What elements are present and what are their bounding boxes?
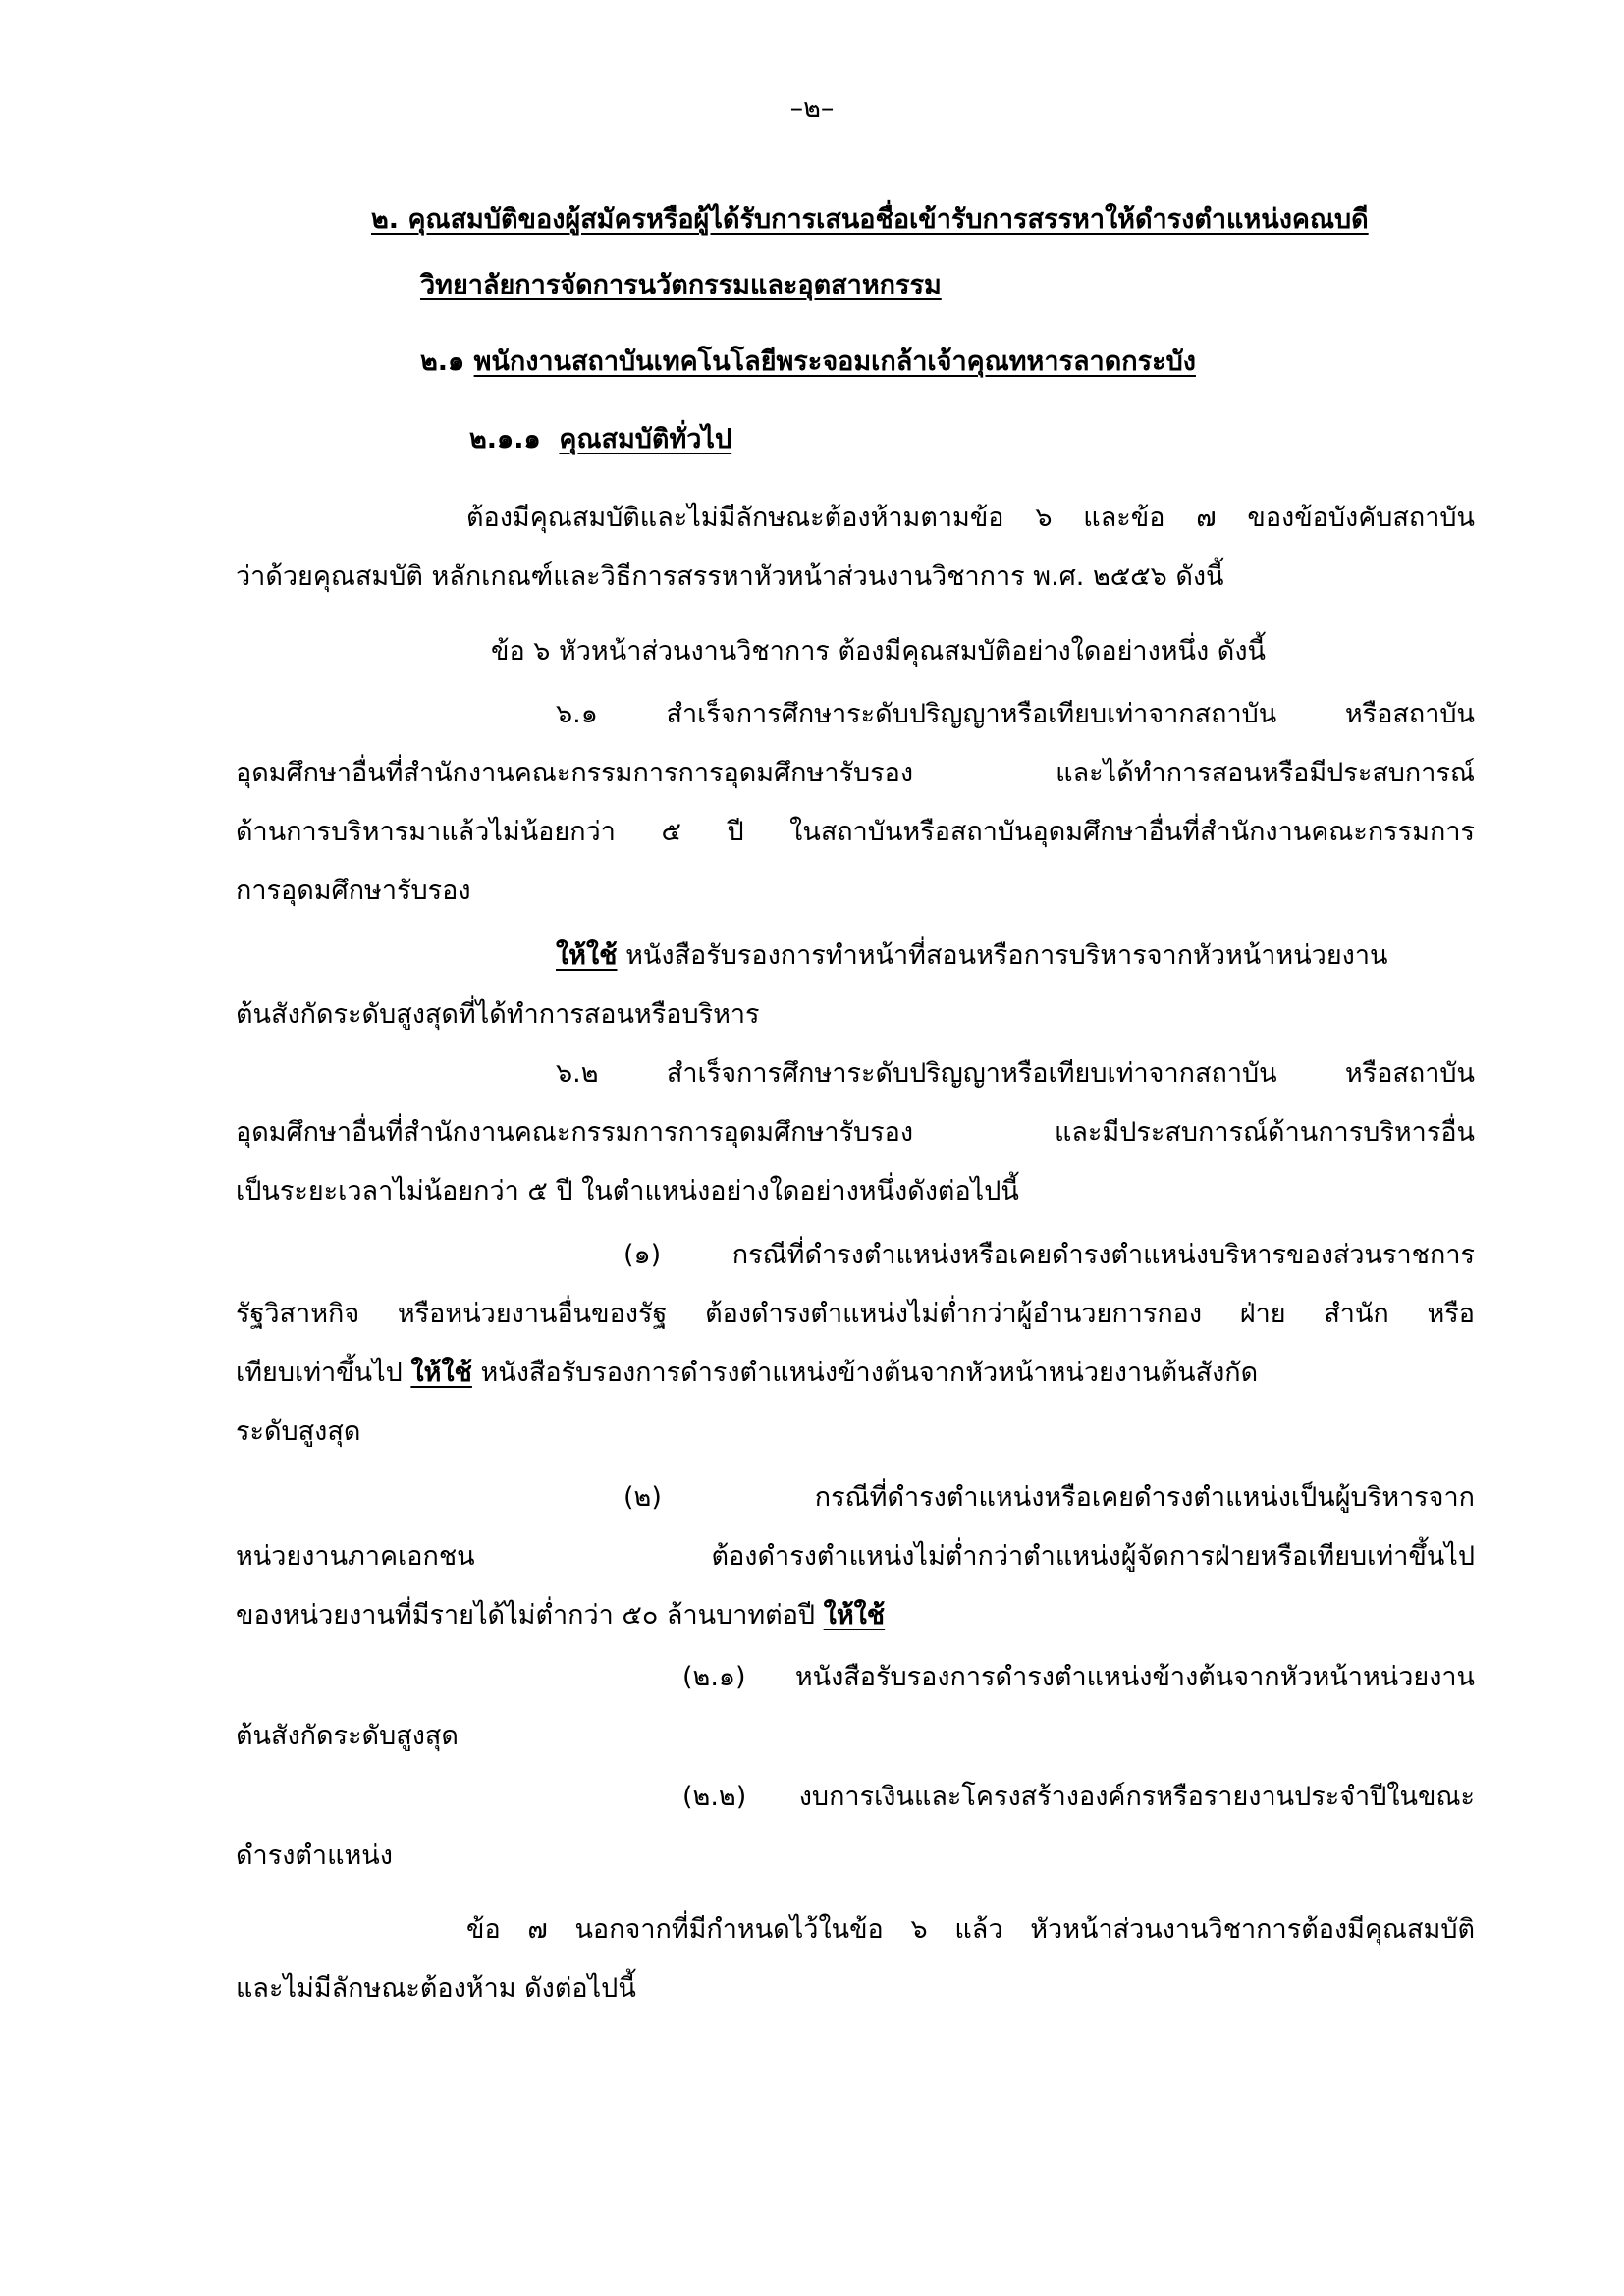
- use-label-sub-2: ให้ใช้: [823, 1600, 886, 1630]
- item-2-2-line-1: (๒.๒) งบการเงินและโครงสร้างองค์กรหรือรายงานประจำปีในขณะ: [682, 1782, 1475, 1812]
- item-6-2-line-1: ๖.๒ สำเร็จการศึกษาระดับปริญญาหรือเทียบเท่าจากสถาบัน หรือสถาบัน: [556, 1058, 1475, 1089]
- sub-2-line-3: [236, 1600, 885, 1631]
- page-number: –๒–: [789, 93, 835, 124]
- use-label-6-1: ให้ใช้: [556, 940, 618, 971]
- item-6-1-use-line-2: ต้นสังกัดระดับสูงสุดที่ได้ทำการสอนหรือบริหาร: [236, 999, 760, 1030]
- item-6-1-line-4: การอุดมศึกษารับรอง: [236, 876, 471, 906]
- clause-7-line-2: และไม่มีลักษณะต้องห้าม ดังต่อไปนี้: [236, 1973, 636, 2003]
- item-2-1-line-2: ต้นสังกัดระดับสูงสุด: [236, 1721, 459, 1751]
- sub-1-line-4: ระดับสูงสุด: [236, 1416, 361, 1447]
- sub-2-line-1: (๒) กรณีที่ดำรงตำแหน่งหรือเคยดำรงตำแหน่งเป็นผู้บริหารจาก: [623, 1482, 1475, 1513]
- section-2-1-number: ๒.๑: [420, 347, 465, 377]
- section-2-1-title: พนักงานสถาบันเทคโนโลยีพระจอมเกล้าเจ้าคุณทหารลาดกระบัง: [473, 347, 1196, 377]
- section-2-1-heading: [420, 347, 1196, 378]
- sub-1-line-3-pre: เทียบเท่าขึ้นไป: [236, 1358, 411, 1388]
- item-2-2-line-2: ดำรงตำแหน่ง: [236, 1841, 393, 1871]
- section-2-heading-text: ๒. คุณสมบัติของผู้สมัครหรือผู้ได้รับการเสนอชื่อเข้ารับการสรรหาให้ดำรงตำแหน่งคณบดี: [371, 204, 1369, 235]
- item-6-1-line-3: ด้านการบริหารมาแล้วไม่น้อยกว่า ๕ ปี ในสถาบันหรือสถาบันอุดมศึกษาอื่นที่สำนักงานคณะกรรมการ: [236, 817, 1475, 847]
- section-2-1-1-heading: [469, 424, 731, 455]
- clause-7-line-1: ข้อ ๗ นอกจากที่มีกำหนดไว้ในข้อ ๖ แล้ว หัวหน้าส่วนงานวิชาการต้องมีคุณสมบัติ: [466, 1914, 1475, 1945]
- section-2-heading-line-2: วิทยาลัยการจัดการนวัตกรรมและอุตสาหกรรม: [420, 270, 942, 300]
- section-2-1-1-number: ๒.๑.๑: [469, 424, 541, 454]
- sub-1-line-3: [236, 1358, 1258, 1389]
- section-2-1-1-title: คุณสมบัติทั่วไป: [559, 424, 732, 454]
- sub-2-line-2: หน่วยงานภาคเอกชน ต้องดำรงตำแหน่งไม่ต่ำกว่าตำแหน่งผู้จัดการฝ่ายหรือเทียบเท่าขึ้นไป: [236, 1541, 1475, 1572]
- item-6-1-line-1: ๖.๑ สำเร็จการศึกษาระดับปริญญาหรือเทียบเท่าจากสถาบัน หรือสถาบัน: [556, 699, 1475, 729]
- item-6-1-use-line: [556, 940, 1387, 972]
- item-6-1-line-2: อุดมศึกษาอื่นที่สำนักงานคณะกรรมการการอุดมศึกษารับรอง และได้ทำการสอนหรือมีประสบการณ์: [236, 758, 1475, 788]
- sub-2-line-3-pre: ของหน่วยงานที่มีรายได้ไม่ต่ำกว่า ๕๐ ล้านบาทต่อปี: [236, 1600, 824, 1630]
- use-text-6-1: หนังสือรับรองการทำหน้าที่สอนหรือการบริหารจากหัวหน้าหน่วยงาน: [617, 940, 1388, 971]
- item-6-2-line-2: อุดมศึกษาอื่นที่สำนักงานคณะกรรมการการอุดมศึกษารับรอง และมีประสบการณ์ด้านการบริหารอื่น: [236, 1117, 1475, 1148]
- sub-1-line-1: (๑) กรณีที่ดำรงตำแหน่งหรือเคยดำรงตำแหน่งบริหารของส่วนราชการ: [623, 1240, 1475, 1270]
- clause-6-intro: ข้อ ๖ หัวหน้าส่วนงานวิชาการ ต้องมีคุณสมบัติอย่างใดอย่างหนึ่ง ดังนี้: [491, 636, 1266, 667]
- section-2-heading-line-1: [371, 204, 1369, 236]
- item-6-2-line-3: เป็นระยะเวลาไม่น้อยกว่า ๕ ปี ในตำแหน่งอย่างใดอย่างหนึ่งดังต่อไปนี้: [236, 1176, 1019, 1206]
- sub-1-line-3-post: หนังสือรับรองการดำรงตำแหน่งข้างต้นจากหัวหน้าหน่วยงานต้นสังกัด: [471, 1358, 1259, 1388]
- intro-line-2: ว่าด้วยคุณสมบัติ หลักเกณฑ์และวิธีการสรรหาหัวหน้าส่วนงานวิชาการ พ.ศ. ๒๕๕๖ ดังนี้: [236, 561, 1224, 592]
- item-2-1-line-1: (๒.๑) หนังสือรับรองการดำรงตำแหน่งข้างต้นจากหัวหน้าหน่วยงาน: [682, 1662, 1475, 1692]
- intro-line-1: ต้องมีคุณสมบัติและไม่มีลักษณะต้องห้ามตามข้อ ๖ และข้อ ๗ ของข้อบังคับสถาบัน: [466, 503, 1475, 533]
- use-label-sub-1: ให้ใช้: [410, 1358, 472, 1388]
- sub-1-line-2: รัฐวิสาหกิจ หรือหน่วยงานอื่นของรัฐ ต้องดำรงตำแหน่งไม่ต่ำกว่าผู้อำนวยการกอง ฝ่าย สำนัก หรือ: [236, 1299, 1475, 1329]
